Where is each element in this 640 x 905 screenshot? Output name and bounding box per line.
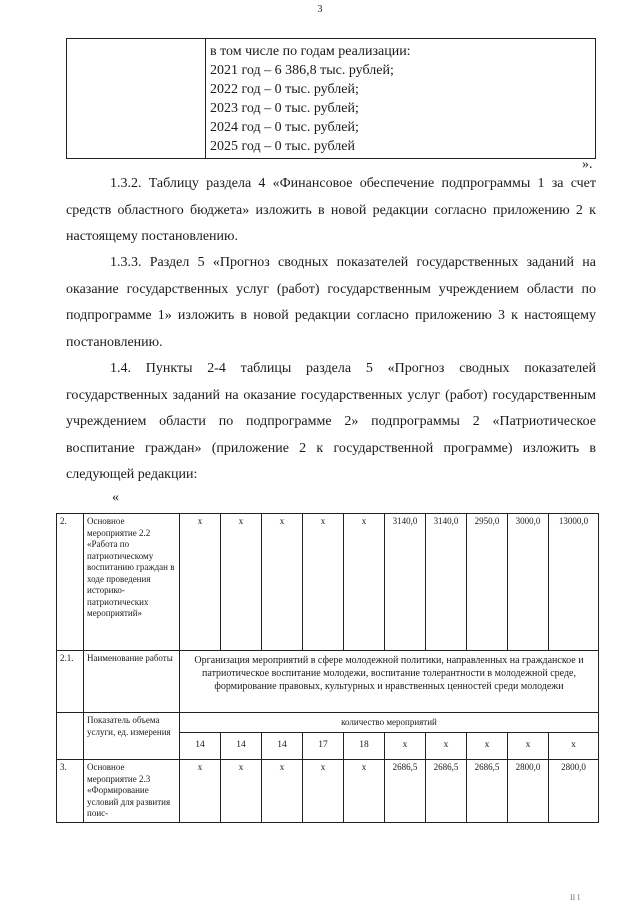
table-cell: x [221, 760, 262, 823]
table-cell: 17 [303, 733, 344, 760]
row-name: Наименование работы [84, 651, 180, 713]
funding-line: 2023 год – 0 тыс. рублей; [210, 101, 359, 116]
funding-table [66, 38, 596, 159]
row-number: 3. [57, 760, 84, 823]
table-row [57, 760, 599, 823]
table-cell: 2800,0 [549, 760, 599, 823]
table-cell: 3000,0 [508, 514, 549, 651]
funding-table-label-cell [67, 39, 206, 158]
table-cell: 14 [262, 733, 303, 760]
funding-line: в том числе по годам реализации: [210, 44, 411, 59]
table-cell: 18 [344, 733, 385, 760]
table-cell: x [303, 514, 344, 651]
row-name: Показатель объема услуги, ед. измерения [84, 713, 180, 760]
unit-label: количество мероприятий [180, 713, 599, 733]
work-description: Организация мероприятий в сфере молодежной политики, направленных на гражданское и патриотическое воспитание молодежи, воспитание толерантности в молодежной среде, формирование правовых, культурных и нравственных ценностей среди молодежи [180, 651, 599, 713]
row-number: 2. [57, 514, 84, 651]
table-cell: 3140,0 [426, 514, 467, 651]
table-cell: x [344, 760, 385, 823]
table-cell: 2686,5 [385, 760, 426, 823]
table-cell: x [385, 733, 426, 760]
table-cell: 13000,0 [549, 514, 599, 651]
paragraph-1-3-3: 1.3.3. Раздел 5 «Прогноз сводных показателей государственных заданий на оказание государственных услуг (работ) государственным учреждением области по подпрограмме 1» изложить в новой редакции согласно приложению 3 к настоящему постановлению. [66, 255, 596, 350]
paragraph-1-3-2: 1.3.2. Таблицу раздела 4 «Финансовое обеспечение подпрограммы 1 за счет средств областного бюджета» изложить в новой редакции согласно приложению 2 к настоящему постановлению. [66, 176, 596, 244]
table-cell: x [344, 514, 385, 651]
closing-quote: ». [582, 157, 593, 172]
page-number: 3 [317, 4, 323, 15]
table-cell: x [262, 514, 303, 651]
funding-line: 2025 год – 0 тыс. рублей [210, 139, 355, 154]
funding-line: 2024 год – 0 тыс. рублей; [210, 120, 359, 135]
funding-table-value-cell [206, 39, 595, 158]
table-cell: x [180, 760, 221, 823]
table-cell: 3140,0 [385, 514, 426, 651]
page-mark: II I [570, 893, 580, 902]
paragraph-1-4: 1.4. Пункты 2-4 таблицы раздела 5 «Прогноз сводных показателей государственных заданий на оказание государственных услуг (работ) государственным учреждением области по подпрограмме 2» подпрограммы 2 «Патриотическое воспитание граждан» (приложение 2 к государственной программе) изложить в следующей редакции: [66, 361, 596, 482]
table-cell: x [508, 733, 549, 760]
table-cell: x [426, 733, 467, 760]
table-row [57, 713, 599, 733]
table-cell: 2800,0 [508, 760, 549, 823]
table-cell: 2950,0 [467, 514, 508, 651]
table-cell: 2686,5 [426, 760, 467, 823]
table-cell: x [467, 733, 508, 760]
table-cell: x [303, 760, 344, 823]
indicators-table [56, 513, 599, 823]
row-number: 2.1. [57, 651, 84, 713]
funding-line: 2021 год – 6 386,8 тыс. рублей; [210, 63, 394, 78]
table-cell: x [262, 760, 303, 823]
opening-quote: « [112, 490, 119, 505]
table-row [57, 514, 599, 651]
funding-line: 2022 год – 0 тыс. рублей; [210, 82, 359, 97]
row-number-empty [57, 713, 84, 760]
table-cell: 14 [221, 733, 262, 760]
table-cell: x [549, 733, 599, 760]
row-name: Основное мероприятие 2.2 «Работа по патриотическому воспитанию граждан в ходе проведения историко-патриотических мероприятий» [84, 514, 180, 651]
table-cell: 14 [180, 733, 221, 760]
row-name: Основное мероприятие 2.3 «Формирование условий для развития поис- [84, 760, 180, 823]
table-cell: x [180, 514, 221, 651]
table-cell: x [221, 514, 262, 651]
table-row [57, 651, 599, 713]
table-cell: 2686,5 [467, 760, 508, 823]
